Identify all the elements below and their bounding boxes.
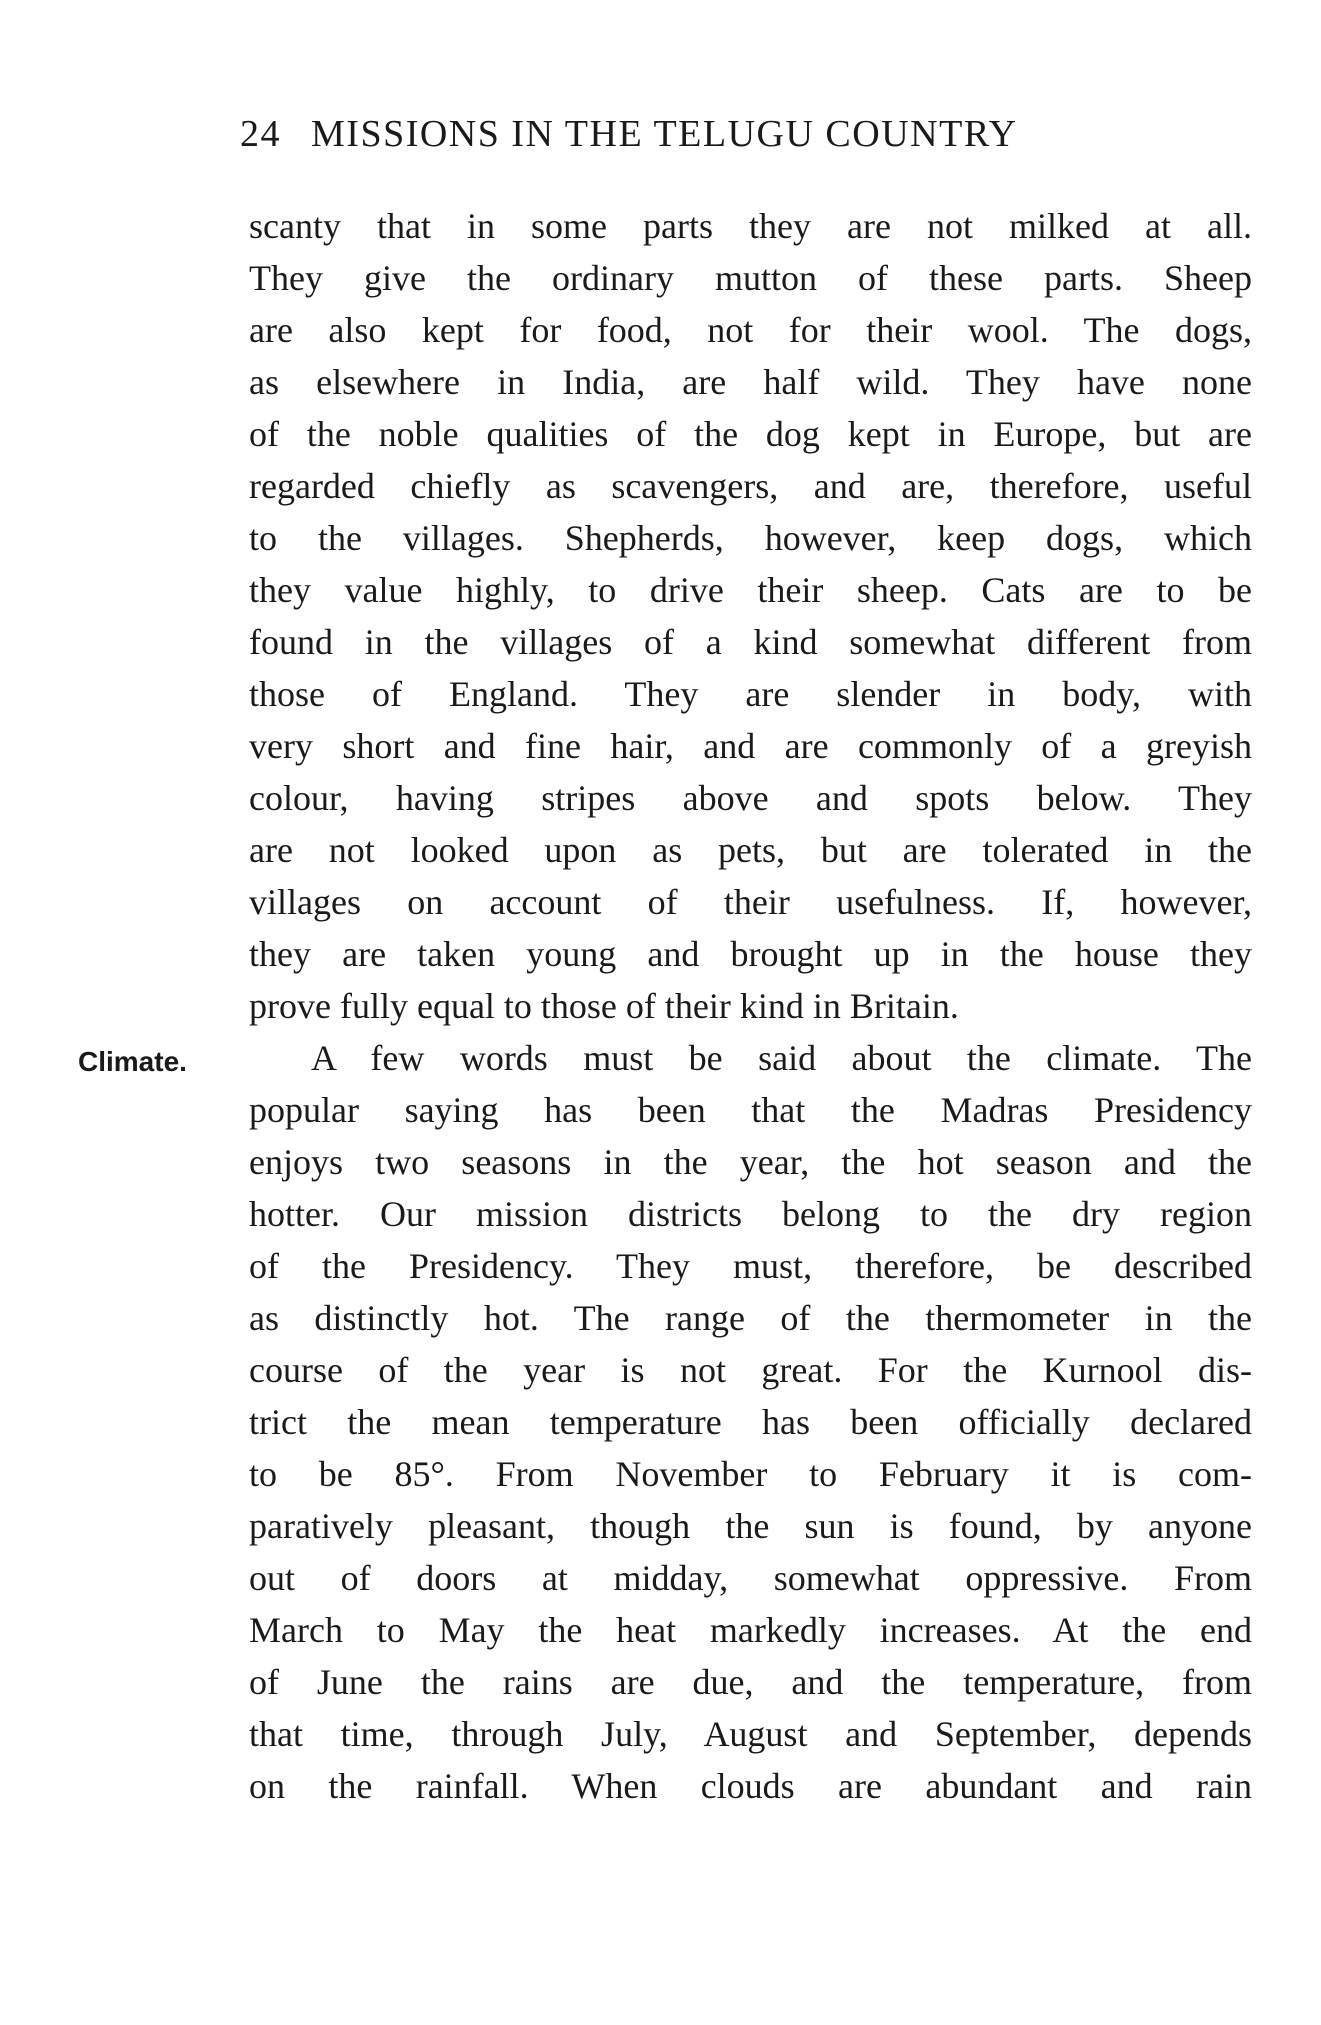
- text-line: as elsewhere in India, are half wild. They have none: [249, 362, 1252, 402]
- text-line: of June the rains are due, and the temperature, from: [249, 1662, 1252, 1702]
- running-title: MISSIONS IN THE TELUGU COUNTRY: [311, 113, 1018, 155]
- text-line: they value highly, to drive their sheep. Cats are to be: [249, 570, 1252, 610]
- paragraph-1: [249, 200, 1252, 1032]
- text-line: as distinctly hot. The range of the thermometer in the: [249, 1298, 1252, 1338]
- text-line: paratively pleasant, though the sun is found, by anyone: [249, 1506, 1252, 1546]
- text-line: A few words must be said about the climate. The: [311, 1038, 1252, 1078]
- text-line: are also kept for food, not for their wool. The dogs,: [249, 310, 1252, 350]
- text-line: hotter. Our mission districts belong to the dry region: [249, 1194, 1252, 1234]
- text-line: found in the villages of a kind somewhat different from: [249, 622, 1252, 662]
- text-line: scanty that in some parts they are not milked at all.: [249, 206, 1252, 246]
- text-line: colour, having stripes above and spots below. They: [249, 778, 1252, 818]
- text-line: to be 85°. From November to February it is com-: [249, 1454, 1252, 1494]
- running-header: [240, 112, 1018, 156]
- text-line: they are taken young and brought up in the house they: [249, 934, 1252, 974]
- text-line: prove fully equal to those of their kind in Britain.: [249, 986, 959, 1026]
- text-line: trict the mean temperature has been officially declared: [249, 1402, 1252, 1442]
- text-line: They give the ordinary mutton of these parts. Sheep: [249, 258, 1252, 298]
- page-number: 24: [240, 113, 281, 155]
- text-line: regarded chiefly as scavengers, and are, therefore, useful: [249, 466, 1252, 506]
- text-line: those of England. They are slender in body, with: [249, 674, 1252, 714]
- text-line: of the noble qualities of the dog kept in Europe, but are: [249, 414, 1252, 454]
- margin-note-climate: Climate.: [78, 1046, 187, 1077]
- text-line: that time, through July, August and September, depends: [249, 1714, 1252, 1754]
- paragraph-2: [249, 1032, 1252, 1812]
- text-line: villages on account of their usefulness. If, however,: [249, 882, 1252, 922]
- text-line: enjoys two seasons in the year, the hot season and the: [249, 1142, 1252, 1182]
- text-line: on the rainfall. When clouds are abundant and rain: [249, 1766, 1252, 1806]
- text-line: out of doors at midday, somewhat oppressive. From: [249, 1558, 1252, 1598]
- text-line: to the villages. Shepherds, however, keep dogs, which: [249, 518, 1252, 558]
- text-line: of the Presidency. They must, therefore, be described: [249, 1246, 1252, 1286]
- text-line: March to May the heat markedly increases. At the end: [249, 1610, 1252, 1650]
- text-line: course of the year is not great. For the Kurnool dis-: [249, 1350, 1252, 1390]
- text-line: are not looked upon as pets, but are tolerated in the: [249, 830, 1252, 870]
- text-line: popular saying has been that the Madras Presidency: [249, 1090, 1252, 1130]
- text-line: very short and fine hair, and are commonly of a greyish: [249, 726, 1252, 766]
